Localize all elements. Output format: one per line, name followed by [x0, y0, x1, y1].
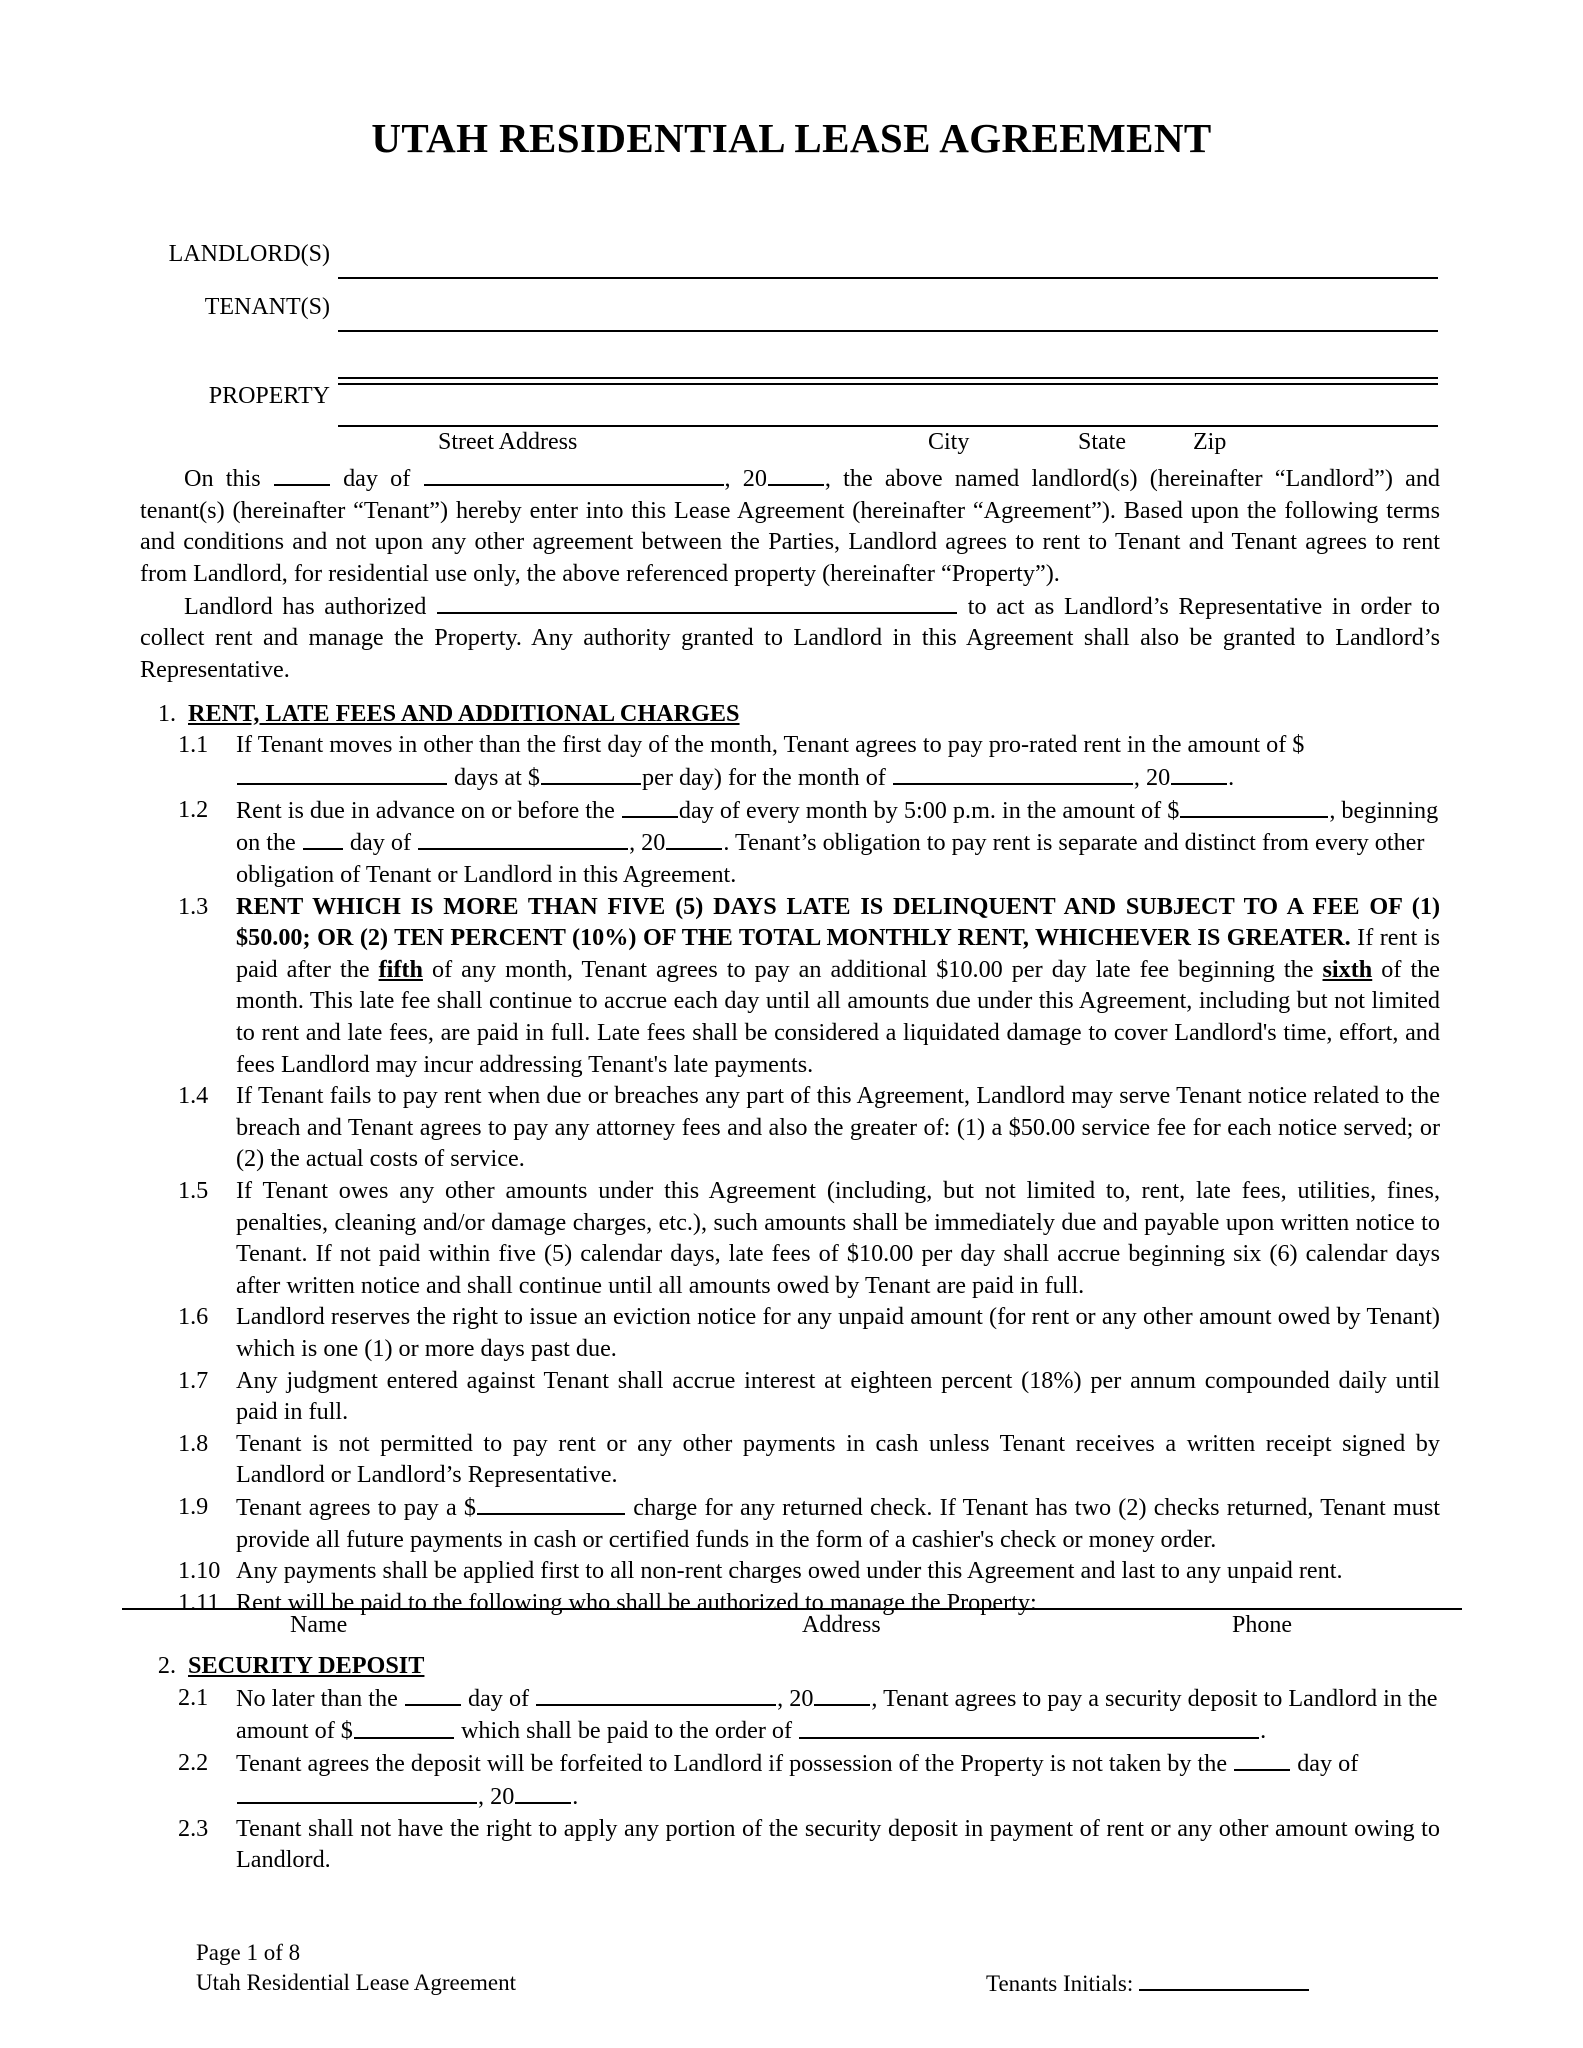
clause-1-2-b: day of every month by 5:00 p.m. in the amount of $ — [678, 796, 1180, 824]
clause-1-1-b: days at $ — [454, 763, 541, 791]
clause-1-2-beginday-blank[interactable] — [303, 826, 343, 850]
clause-1-2-f: . Tenant’s obligation to pay rent is separate and distinct from every other obligation of Tenant or Landlord in this Agreement. — [236, 829, 1425, 889]
footer-initials — [986, 1968, 1309, 1999]
clause-1-3-c: of the month. This late fee shall continue to accrue each day until all amounts due under this Agreement, including but not limited to rent and late fees, are paid in full. Late fees shall be considered a liquidated damage to cover Landlord's time, effort, and fees Landlord may incur addressing Tenant's late payments. — [236, 955, 1441, 1078]
clause-2-2-month-blank[interactable] — [237, 1780, 477, 1804]
clause-1-7-number: 1.7 — [178, 1366, 209, 1394]
clause-1-3 — [140, 891, 1440, 1081]
clause-1-3-number: 1.3 — [178, 892, 209, 920]
clause-2-3-text: Tenant shall not have the right to apply any portion of the security deposit in payment of rent or any other amount owing to Landlord. — [236, 1814, 1440, 1874]
clause-1-4 — [140, 1080, 1440, 1175]
property-input-line[interactable] — [338, 425, 1438, 427]
clause-2-3 — [140, 1813, 1440, 1876]
clause-1-2-e: , 20 — [629, 829, 666, 857]
caption-zip: Zip — [1193, 429, 1227, 455]
section-1-number: 1. — [157, 699, 176, 727]
clause-2-1-d: , Tenant agrees to pay a security deposit to Landlord in the amount of $ — [236, 1684, 1438, 1745]
clause-1-1-e: . — [1228, 763, 1235, 791]
column-header-name: Name — [290, 1612, 348, 1638]
section-1-heading-text: RENT, LATE FEES AND ADDITIONAL CHARGES — [188, 699, 740, 727]
clause-1-9-fee-blank[interactable] — [477, 1491, 625, 1515]
intro-month-blank[interactable] — [424, 462, 724, 486]
clause-1-2-number: 1.2 — [178, 795, 209, 823]
clause-2-1-number: 2.1 — [178, 1683, 209, 1711]
tenant-input-line[interactable] — [338, 330, 1438, 332]
property-rule-top — [338, 377, 1438, 379]
clause-1-3-emph-sixth: sixth — [1322, 955, 1373, 983]
tenant-label: TENANT(S) — [204, 294, 330, 320]
clause-1-2-c: , beginning on the — [236, 796, 1439, 857]
section-2-clauses — [140, 1682, 1440, 1876]
clause-1-5-text: If Tenant owes any other amounts under this Agreement (including, but not limited to, rent, late fees, utilities, fines, penalties, cleaning and/or damage charges, etc.), such amounts shall be immediately due and payable upon written notice to Tenant. If not paid within five (5) calendar days, late fees of $10.00 per day shall accrue beginning six (6) calendar days after written notice and shall continue until all amounts owed by Tenant are paid in full. — [236, 1177, 1440, 1299]
clause-2-2-a: Tenant agrees the deposit will be forfeited to Landlord if possession of the Property is not taken by the — [236, 1750, 1228, 1778]
intro-p2-b: to act as Landlord’s Representative in order to collect rent and manage the Property. Any authority granted to Landlord in this Agreement shall also be granted to Landlord’s Representative. — [140, 592, 1441, 683]
clause-1-9-b: charge for any returned check. If Tenant has two (2) checks returned, Tenant must provide all future payments in cash or certified funds in the form of a cashier's check or money order. — [236, 1494, 1440, 1553]
intro-p1-d: , the above named landlord(s) (hereinafter “Landlord”) and tenant(s) (hereinafter “Tenant”) hereby enter into this Lease Agreement (hereinafter “Agreement”). Based upon the following terms and conditions and not upon any other agreement between the Parties, Landlord agrees to rent to Tenant and Tenant agrees to rent from Landlord, for residential use only, the above referenced property (hereinafter “Property”). — [140, 465, 1441, 587]
clause-1-4-number: 1.4 — [178, 1082, 209, 1110]
clause-1-10-number: 1.10 — [178, 1557, 221, 1585]
clause-1-7 — [140, 1365, 1440, 1428]
manager-table-header-row — [122, 1610, 1462, 1644]
clause-2-1-c: , 20 — [777, 1684, 814, 1712]
clause-1-9-a: Tenant agrees to pay a $ — [236, 1494, 477, 1522]
manager-table — [122, 1608, 1462, 1644]
footer-initials-label: Tenants Initials: — [986, 1971, 1134, 1996]
caption-city: City — [928, 429, 970, 455]
intro-paragraph-2 — [140, 590, 1440, 686]
clause-1-8-number: 1.8 — [178, 1429, 209, 1457]
clause-1-1-month-blank[interactable] — [893, 761, 1133, 785]
clause-2-1-b: day of — [467, 1684, 530, 1712]
document-body — [140, 462, 1440, 1619]
clause-1-7-text: Any judgment entered against Tenant shall accrue interest at eighteen percent (18%) per annum compounded daily until paid in full. — [236, 1366, 1440, 1426]
intro-year-blank[interactable] — [768, 462, 824, 486]
clause-1-1-a: If Tenant moves in other than the first day of the month, Tenant agrees to pay pro-rated rent in the amount of $ — [236, 731, 1305, 759]
clause-2-2-b: day of — [1297, 1750, 1359, 1778]
clause-2-1-amount-blank[interactable] — [354, 1714, 454, 1738]
clause-1-1-d: , 20 — [1133, 763, 1171, 791]
intro-p1-a: On this — [184, 465, 261, 493]
clause-1-2-a: Rent is due in advance on or before the — [236, 796, 615, 824]
clause-1-6-number: 1.6 — [178, 1303, 209, 1331]
footer-doc-name: Utah Residential Lease Agreement — [196, 1970, 516, 1995]
clause-1-2 — [140, 794, 1440, 891]
clause-2-1-year-blank[interactable] — [814, 1682, 870, 1706]
party-block — [0, 232, 1583, 391]
clause-1-2-amount-blank[interactable] — [1180, 794, 1328, 818]
tenant-row — [0, 285, 1583, 338]
clause-2-2-year-blank[interactable] — [515, 1780, 571, 1804]
intro-day-blank[interactable] — [274, 462, 330, 486]
clause-1-8-text: Tenant is not permitted to pay rent or any other payments in cash unless Tenant receives a written receipt signed by Landlord or Landlord’s Representative. — [236, 1429, 1440, 1489]
clause-1-1-perday-blank[interactable] — [541, 761, 641, 785]
clause-2-1-month-blank[interactable] — [536, 1682, 776, 1706]
section-2-number: 2. — [157, 1652, 176, 1679]
clause-1-5 — [140, 1175, 1440, 1301]
intro-paragraph-1 — [140, 462, 1440, 590]
section-1-clauses — [140, 729, 1440, 1618]
landlord-label: LANDLORD(S) — [168, 241, 330, 267]
clause-1-10-text: Any payments shall be applied first to all non-rent charges owed under this Agreement and last to any unpaid rent. — [236, 1557, 1343, 1585]
clause-1-9 — [140, 1491, 1440, 1555]
clause-2-2-d: . — [572, 1783, 579, 1811]
footer-row-2 — [196, 1968, 1446, 1998]
clause-2-1-f: . — [1260, 1717, 1267, 1745]
section-1 — [140, 698, 1440, 1619]
clause-2-2-number: 2.2 — [178, 1749, 209, 1777]
section-1-heading — [140, 698, 1440, 730]
clause-2-2-day-blank[interactable] — [1234, 1747, 1290, 1771]
clause-1-1-year-blank[interactable] — [1171, 761, 1227, 785]
tenant-input-line-2[interactable] — [338, 383, 1438, 385]
column-header-phone: Phone — [1232, 1612, 1292, 1638]
landlord-row — [0, 232, 1583, 285]
clause-1-1 — [140, 729, 1440, 793]
clause-2-3-number: 2.3 — [178, 1814, 209, 1842]
clause-1-10 — [140, 1555, 1440, 1587]
clause-2-1 — [140, 1682, 1440, 1748]
clause-2-1-a: No later than the — [236, 1684, 398, 1712]
intro-p2-a: Landlord has authorized — [184, 592, 427, 620]
clause-2-1-e: which shall be paid to the order of — [460, 1717, 793, 1745]
clause-1-11-text: Rent will be paid to the following who shall be authorized to manage the Property: — [236, 1588, 1037, 1616]
clause-1-2-d: day of — [349, 829, 412, 857]
caption-state: State — [1078, 429, 1126, 455]
section-2 — [140, 1650, 1440, 1876]
clause-1-9-number: 1.9 — [178, 1492, 209, 1520]
landlord-input-line[interactable] — [338, 277, 1438, 279]
intro-p1-b: day of — [343, 465, 411, 493]
page-title: UTAH RESIDENTIAL LEASE AGREEMENT — [371, 115, 1212, 161]
representative-blank[interactable] — [437, 590, 957, 614]
clause-1-3-emph-fifth: fifth — [378, 955, 423, 983]
clause-1-3-bold: RENT WHICH IS MORE THAN FIVE (5) DAYS LATE IS DELINQUENT AND SUBJECT TO A FEE OF (1) $50.00; OR (2) TEN PERCENT (10%) OF THE TOTAL MONTHLY RENT, WHICHEVER IS GREATER. — [236, 892, 1440, 952]
clause-2-2-c: , 20 — [478, 1783, 515, 1811]
clause-2-1-day-blank[interactable] — [405, 1682, 461, 1706]
clause-1-8 — [140, 1428, 1440, 1491]
clause-1-6-text: Landlord reserves the right to issue an eviction notice for any unpaid amount (for rent or any other amount owed by Tenant) which is one (1) or more days past due. — [236, 1303, 1440, 1362]
footer-page-label: Page 1 of 8 — [196, 1940, 301, 1965]
clause-1-2-month-blank[interactable] — [418, 826, 628, 850]
clause-1-11-number: 1.11 — [178, 1588, 220, 1616]
clause-2-2 — [140, 1747, 1440, 1813]
property-label: PROPERTY — [208, 383, 330, 409]
clause-1-2-day-blank[interactable] — [622, 794, 678, 818]
clause-1-1-amount-blank[interactable] — [237, 761, 447, 785]
clause-1-3-b: of any month, Tenant agrees to pay an additional $10.00 per day late fee beginning the — [431, 955, 1314, 983]
intro-p1-c: , 20 — [724, 465, 767, 493]
clause-1-3-a: If rent is paid after the — [236, 924, 1440, 983]
clause-1-1-c: per day) for the month of — [642, 763, 886, 791]
clause-1-1-number: 1.1 — [178, 731, 209, 759]
clause-1-2-year-blank[interactable] — [666, 826, 722, 850]
address-captions — [338, 429, 1438, 461]
section-2-heading — [140, 1650, 1440, 1682]
clause-1-5-number: 1.5 — [178, 1177, 209, 1204]
clause-1-6 — [140, 1301, 1440, 1364]
caption-street-address: Street Address — [438, 429, 578, 455]
page-footer — [196, 1938, 1446, 1998]
column-header-address: Address — [802, 1612, 881, 1638]
initials-blank[interactable] — [1139, 1968, 1309, 1991]
clause-2-1-payee-blank[interactable] — [799, 1714, 1259, 1738]
clause-1-4-text: If Tenant fails to pay rent when due or breaches any part of this Agreement, Landlord may serve Tenant notice related to the breach and Tenant agrees to pay any attorney fees and also the greater of: (1) a $50.00 service fee for each notice served; or (2) the actual costs of service. — [236, 1082, 1440, 1173]
section-2-heading-text: SECURITY DEPOSIT — [188, 1652, 425, 1679]
